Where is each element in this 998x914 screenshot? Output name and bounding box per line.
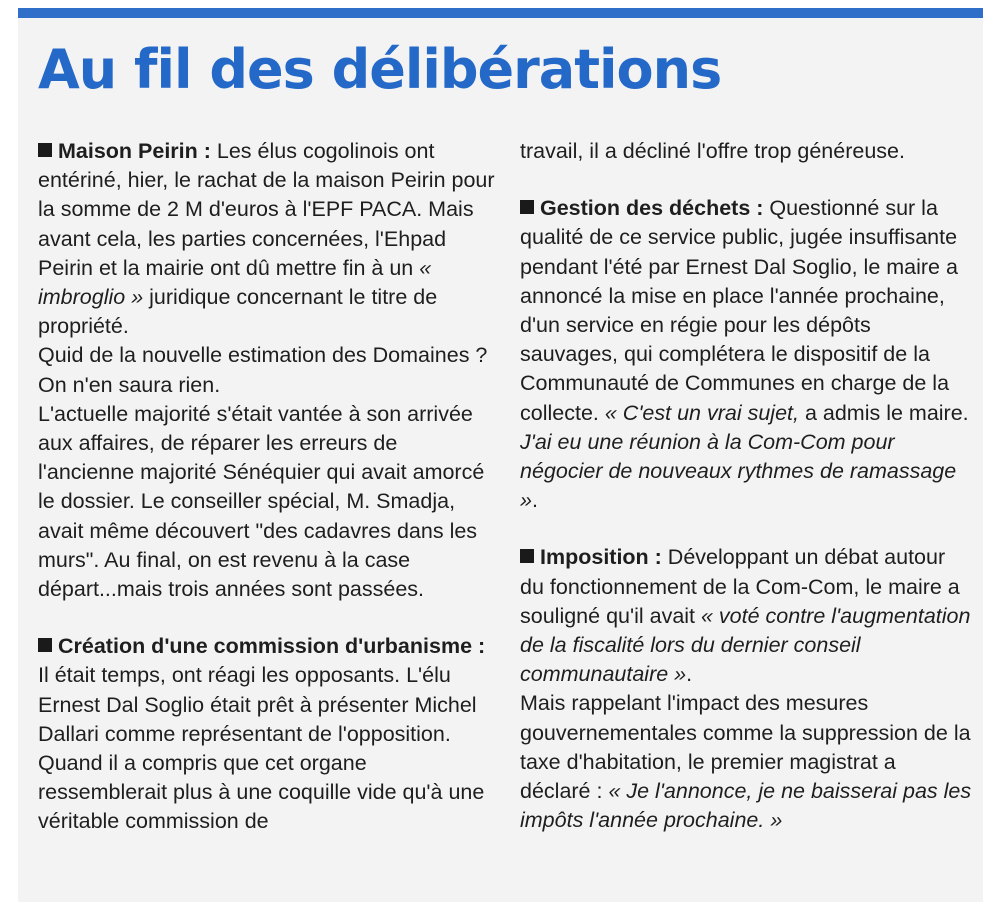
section-gestion-dechets <box>520 194 972 515</box>
section-maison-peirin <box>38 137 496 341</box>
section-imposition <box>520 543 972 689</box>
quote-text: « imbroglio » <box>38 255 432 310</box>
paragraph <box>520 689 972 835</box>
top-accent-bar <box>18 8 983 18</box>
bullet-square-icon <box>520 549 534 563</box>
section-text: juridique concernant le titre de propriété. <box>38 285 438 339</box>
section-text: Les élus cogolinois ont entériné, hier, le rachat de la maison Peirin pour la somme de 2 M d'euros à l'EPF PACA. Mais avant cela, les parties concernées, l'Ehpad Peirin et la mairie ont dû mettre fin à un <box>38 139 495 280</box>
paragraph: Quid de la nouvelle estimation des Domaines ? On n'en saura rien. <box>38 343 488 397</box>
bullet-square-icon <box>520 200 534 214</box>
continued-text: travail, il a décliné l'offre trop généreuse. <box>520 139 905 163</box>
section-text: . <box>686 662 693 687</box>
section-text: . <box>531 488 538 513</box>
article-title: Au fil des délibérations <box>38 38 722 101</box>
section-text: a admis le maire. <box>798 400 969 425</box>
section-commission-urbanisme <box>38 632 496 836</box>
paragraph: L'actuelle majorité s'était vantée à son arrivée aux affaires, de réparer les erreurs de l'ancienne majorité Sénéquier qui avait amorcé le dossier. Le conseiller spécial, M. Smadja, avait même découvert "des cadavres dans les murs". Au final, on est revenu à la case départ...mais trois années sont passées. <box>38 401 485 602</box>
quote-text: J'ai eu une réunion à la Com-Com pour négocier de nouveaux rythmes de ramassage » <box>520 429 957 513</box>
section-text: Questionné sur la qualité de ce service public, jugée insuffisante pendant l'été par Ernest Dal Soglio, le maire a annoncé la mise en place l'année prochaine, d'un service en régie pour les dépôts sauvages, qui complétera le dispositif de la Communauté de Communes en charge de la collecte. <box>520 196 958 425</box>
bullet-square-icon <box>38 638 52 652</box>
bullet-square-icon <box>38 143 52 157</box>
quote-text: « C'est un vrai sujet, <box>604 400 799 425</box>
right-column <box>520 137 972 835</box>
quote-text: « Je l'annonce, je ne baisserai pas les impôts l'année prochaine. » <box>520 779 972 833</box>
section-heading: Gestion des déchets : <box>540 196 764 221</box>
section-heading: Création d'une commission d'urbanisme : <box>58 634 486 659</box>
section-text: Il était temps, ont réagi les opposants. L'élu Ernest Dal Soglio était prêt à présenter Michel Dallari comme représentant de l'opposition. Quand il a compris que cet organe ressemblerait plus à une coquille vide qu'à une véritable commission de <box>38 663 485 834</box>
section-heading: Imposition : <box>540 545 662 570</box>
section-text: Développant un débat autour du fonctionnement de la Com-Com, le maire a souligné qu'il avait <box>520 545 960 628</box>
section-text: Mais rappelant l'impact des mesures gouvernementales comme la suppression de la taxe d'habitation, le premier magistrat a déclaré : <box>520 691 971 804</box>
section-heading: Maison Peirin : <box>58 139 211 163</box>
left-column <box>38 137 496 837</box>
quote-text: « voté contre l'augmentation de la fiscalité lors du dernier conseil communautaire » <box>520 603 971 687</box>
